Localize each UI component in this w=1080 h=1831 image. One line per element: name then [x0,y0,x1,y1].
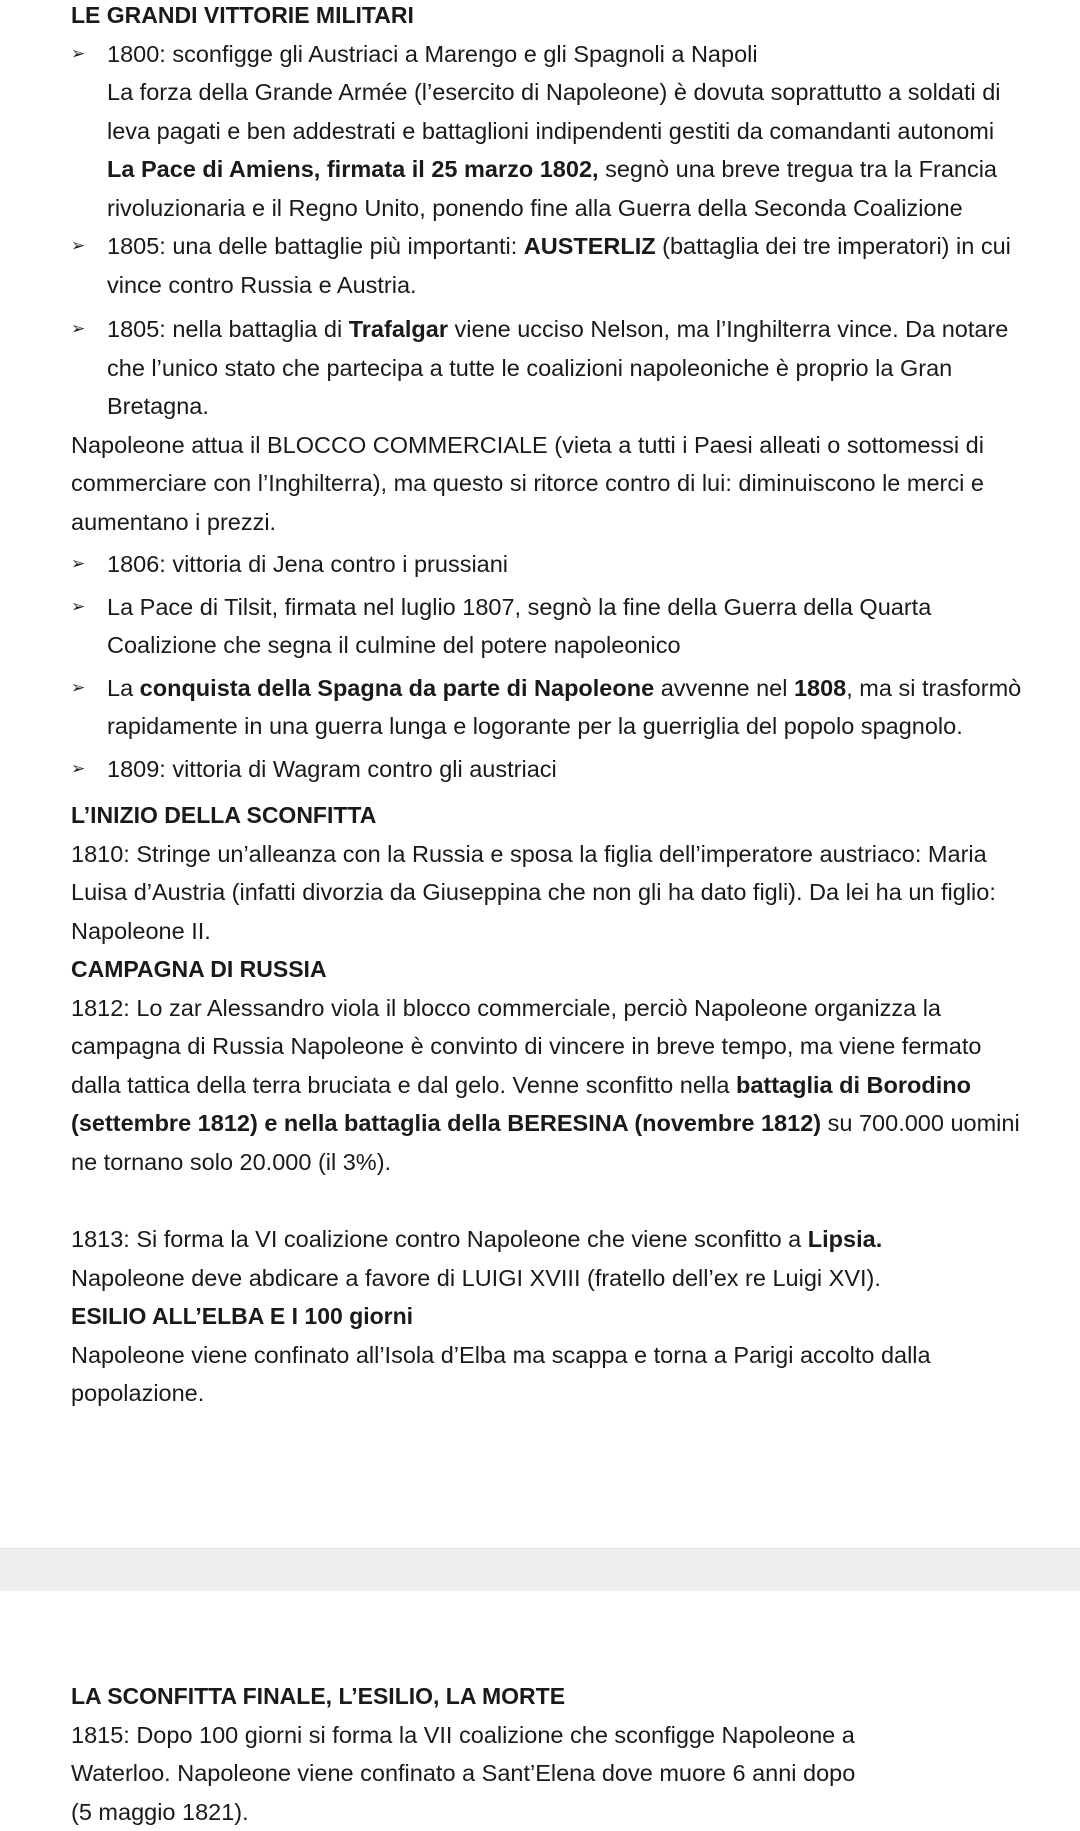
text-inizio-2: Luisa d’Austria (infatti divorzia da Giuseppina che non gli ha dato figli). Da lei ha un figlio: [71,873,1080,912]
bullet-tilsit: ➢ La Pace di Tilsit, firmata nel luglio 1807, segnò la fine della Guerra della Quarta [71,588,1080,627]
text-trafalgar-3: Bretagna. [71,387,1080,426]
bullet-austerliz: ➢ 1805: una delle battaglie più importanti: AUSTERLIZ (battaglia dei tre imperatori) in cui [71,227,1080,266]
text-lipsia-2: Napoleone deve abdicare a favore di LUIGI XVIII (fratello dell’ex re Luigi XVI). [71,1259,1080,1298]
text-blocco-1: Napoleone attua il BLOCCO COMMERCIALE (vieta a tutti i Paesi alleati o sottomessi di [71,426,1080,465]
arrowhead-bullet-icon: ➢ [71,669,85,708]
text-spagna-2: rapidamente in una guerra lunga e logorante per la guerriglia del popolo spagnolo. [71,707,1080,746]
arrowhead-bullet-icon: ➢ [71,227,85,266]
text-russia-4: (settembre 1812) e nella battaglia della BERESINA (novembre 1812) su 700.000 uomini [71,1104,1080,1143]
arrowhead-bullet-icon: ➢ [71,588,85,627]
heading-esilio-elba: ESILIO ALL’ELBA E I 100 giorni [71,1297,1080,1336]
document-page-2 [0,1591,1080,1826]
text-tilsit-2: Coalizione che segna il culmine del potere napoleonico [71,626,1080,665]
page-2-content [71,1677,1080,1831]
text-amiens-1: La Pace di Amiens, firmata il 25 marzo 1802, segnò una breve tregua tra la Francia [71,150,1080,189]
text-armee-2: leva pagati e ben addestrati e battaglioni indipendenti gestiti da comandanti autonomi [71,112,1080,151]
text-russia-2: campagna di Russia Napoleone è convinto di vincere in breve tempo, ma viene fermato [71,1027,1080,1066]
bullet-1800: ➢ 1800: sconfigge gli Austriaci a Marengo e gli Spagnoli a Napoli [71,35,1080,74]
spacer [71,788,1080,796]
text-amiens-2: rivoluzionaria e il Regno Unito, ponendo fine alla Guerra della Seconda Coalizione [71,189,1080,228]
amiens-bold: La Pace di Amiens, firmata il 25 marzo 1802, [107,156,599,182]
bullet-wagram: ➢ 1809: vittoria di Wagram contro gli austriaci [71,750,1080,789]
text-blocco-3: aumentano i prezzi. [71,503,1080,542]
bullet-jena: ➢ 1806: vittoria di Jena contro i prussiani [71,545,1080,584]
text-trafalgar-2: che l’unico stato che partecipa a tutte le coalizioni napoleoniche è proprio la Gran [71,349,1080,388]
text-russia-3: dalla tattica della terra bruciata e dal gelo. Venne sconfitto nella battaglia di Borodino [71,1066,1080,1105]
heading-inizio-sconfitta: L’INIZIO DELLA SCONFITTA [71,796,1080,835]
text-finale-1: 1815: Dopo 100 giorni si forma la VII coalizione che sconfigge Napoleone a [71,1716,1080,1755]
spacer [71,1181,1080,1220]
text-armee-1: La forza della Grande Armée (l’esercito di Napoleone) è dovuta soprattutto a soldati di [71,73,1080,112]
text-austerliz-2: vince contro Russia e Austria. [71,266,1080,305]
text-russia-5: ne tornano solo 20.000 (il 3%). [71,1143,1080,1182]
text-inizio-3: Napoleone II. [71,912,1080,951]
text-inizio-1: 1810: Stringe un’alleanza con la Russia e sposa la figlia dell’imperatore austriaco: Maria [71,835,1080,874]
bullet-spagna: ➢ La conquista della Spagna da parte di Napoleone avvenne nel 1808, ma si trasformò [71,669,1080,708]
heading-sconfitta-finale: LA SCONFITTA FINALE, L’ESILIO, LA MORTE [71,1677,1080,1716]
arrowhead-bullet-icon: ➢ [71,310,85,349]
heading-victories: LE GRANDI VITTORIE MILITARI [71,0,1080,35]
arrowhead-bullet-icon: ➢ [71,545,85,584]
arrowhead-bullet-icon: ➢ [71,750,85,789]
text-finale-3: (5 maggio 1821). [71,1793,1080,1831]
text-finale-2: Waterloo. Napoleone viene confinato a Sant’Elena dove muore 6 anni dopo [71,1754,1080,1793]
text-blocco-2: commerciare con l’Inghilterra), ma questo si ritorce contro di lui: diminuiscono le merci e [71,464,1080,503]
text-russia-1: 1812: Lo zar Alessandro viola il blocco commerciale, perciò Napoleone organizza la [71,989,1080,1028]
arrowhead-bullet-icon: ➢ [71,35,85,74]
text-elba-2: popolazione. [71,1374,1080,1413]
bullet-trafalgar: ➢ 1805: nella battaglia di Trafalgar viene ucciso Nelson, ma l’Inghilterra vince. Da notare [71,310,1080,349]
heading-campagna-russia: CAMPAGNA DI RUSSIA [71,950,1080,989]
page-1-content [71,0,1080,1413]
text-elba-1: Napoleone viene confinato all’Isola d’Elba ma scappa e torna a Parigi accolto dalla [71,1336,1080,1375]
text-lipsia-1: 1813: Si forma la VI coalizione contro Napoleone che viene sconfitto a Lipsia. [71,1220,1080,1259]
page-separator [0,1548,1080,1593]
